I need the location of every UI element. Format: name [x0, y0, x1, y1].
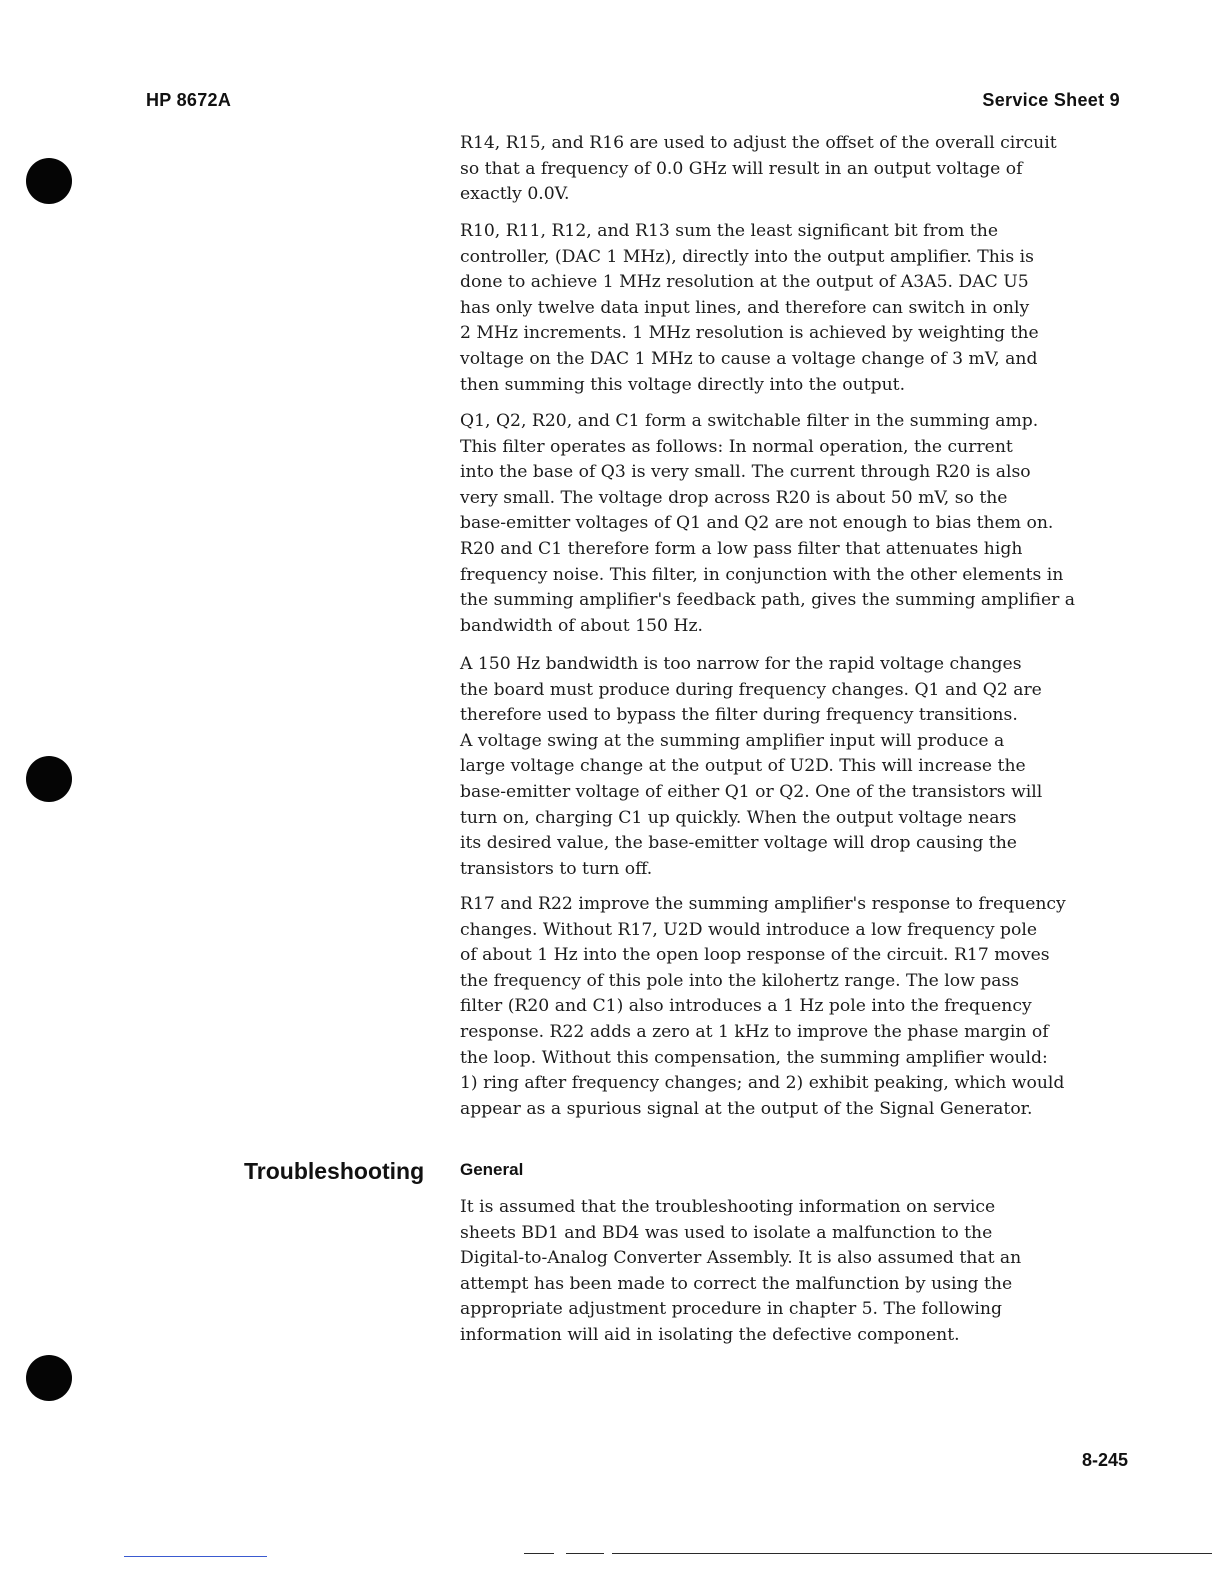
paragraph-line: the loop. Without this compensation, the summing amplifier would: [460, 1047, 1048, 1068]
paragraph-line: very small. The voltage drop across R20 is about 50 mV, so the [460, 487, 1008, 508]
paragraph-line: appear as a spurious signal at the output of the Signal Generator. [460, 1098, 1033, 1119]
paragraph-line: the frequency of this pole into the kilohertz range. The low pass [460, 970, 1020, 991]
page-number: 8-245 [1081, 1450, 1128, 1470]
paragraph-line: filter (R20 and C1) also introduces a 1 Hz pole into the frequency [460, 996, 1032, 1017]
paragraph-line: It is assumed that the troubleshooting information on service [460, 1197, 996, 1217]
paragraph-line: the summing amplifier's feedback path, gives the summing amplifier a [460, 590, 1076, 611]
header-section: Service Sheet 9 [982, 90, 1120, 110]
paragraph-line: exactly 0.0V. [460, 184, 570, 205]
header-model: HP 8672A [146, 90, 232, 110]
paragraph-line: base-emitter voltages of Q1 and Q2 are not enough to bias them on. [460, 513, 1054, 534]
paragraph-line: R17 and R22 improve the summing amplifier's response to frequency [460, 894, 1066, 914]
paragraph-line: 2 MHz increments. 1 MHz resolution is achieved by weighting the [460, 323, 1039, 344]
paragraph-line: 1) ring after frequency changes; and 2) exhibit peaking, which would [460, 1073, 1065, 1094]
scan-artifact-line [124, 1556, 267, 1557]
paragraph-line: sheets BD1 and BD4 was used to isolate a malfunction to the [460, 1222, 993, 1243]
paragraph-line: voltage on the DAC 1 MHz to cause a voltage change of 3 mV, and [460, 348, 1038, 369]
paragraph-troubleshooting-general [460, 1195, 1132, 1349]
paragraph-line: large voltage change at the output of U2D. This will increase the [460, 756, 1026, 777]
paragraph-line: has only twelve data input lines, and therefore can switch in only [460, 297, 1030, 318]
binder-hole-middle [26, 756, 72, 802]
paragraph-line: frequency noise. This filter, in conjunction with the other elements in [460, 564, 1064, 585]
paragraph-offset-adjust [460, 131, 1132, 208]
paragraph-response-compensation [460, 892, 1132, 1122]
paragraph-line: R14, R15, and R16 are used to adjust the offset of the overall circuit [460, 133, 1057, 153]
paragraph-line: response. R22 adds a zero at 1 kHz to improve the phase margin of [460, 1021, 1049, 1042]
paragraph-line: done to achieve 1 MHz resolution at the output of A3A5. DAC U5 [460, 272, 1029, 293]
paragraph-line: its desired value, the base-emitter voltage will drop causing the [460, 833, 1017, 854]
paragraph-line: This filter operates as follows: In normal operation, the current [460, 436, 1013, 457]
paragraph-line: bandwidth of about 150 Hz. [460, 615, 703, 636]
scan-artifact-line [612, 1553, 1212, 1554]
binder-hole-bottom [26, 1355, 72, 1401]
paragraph-line: attempt has been made to correct the malfunction by using the [460, 1273, 1013, 1294]
paragraph-line: Digital-to-Analog Converter Assembly. It is also assumed that an [460, 1248, 1022, 1269]
paragraph-line: transistors to turn off. [460, 858, 653, 879]
paragraph-line: into the base of Q3 is very small. The current through R20 is also [460, 462, 1031, 483]
paragraph-line: appropriate adjustment procedure in chapter 5. The following [460, 1299, 1002, 1320]
paragraph-line: A 150 Hz bandwidth is too narrow for the rapid voltage changes [460, 654, 1022, 674]
paragraph-line: A voltage swing at the summing amplifier input will produce a [460, 730, 1005, 751]
scan-artifact-line [524, 1553, 554, 1554]
paragraph-bypass-filter [460, 652, 1132, 882]
paragraph-line: therefore used to bypass the filter during frequency transitions. [460, 705, 1018, 726]
binder-hole-top [26, 158, 72, 204]
scan-artifact-line [566, 1553, 604, 1554]
paragraph-line: Q1, Q2, R20, and C1 form a switchable filter in the summing amp. [460, 411, 1039, 431]
paragraph-line: information will aid in isolating the defective component. [460, 1324, 960, 1345]
paragraph-line: so that a frequency of 0.0 GHz will result in an output voltage of [460, 158, 1023, 179]
paragraph-line: R20 and C1 therefore form a low pass filter that attenuates high [460, 538, 1023, 559]
paragraph-line: base-emitter voltage of either Q1 or Q2. One of the transistors will [460, 781, 1043, 802]
paragraph-lsb-sum [460, 219, 1132, 398]
paragraph-switchable-filter [460, 409, 1132, 639]
paragraph-line: changes. Without R17, U2D would introduce a low frequency pole [460, 919, 1038, 940]
paragraph-line: then summing this voltage directly into the output. [460, 374, 906, 395]
paragraph-line: of about 1 Hz into the open loop response of the circuit. R17 moves [460, 945, 1050, 966]
paragraph-line: turn on, charging C1 up quickly. When the output voltage nears [460, 807, 1017, 828]
paragraph-line: controller, (DAC 1 MHz), directly into the output amplifier. This is [460, 246, 1034, 267]
section-heading-troubleshooting: Troubleshooting [244, 1158, 425, 1184]
paragraph-line: R10, R11, R12, and R13 sum the least significant bit from the [460, 221, 999, 241]
paragraph-line: the board must produce during frequency changes. Q1 and Q2 are [460, 679, 1042, 700]
subsection-heading-general: General [460, 1160, 524, 1179]
